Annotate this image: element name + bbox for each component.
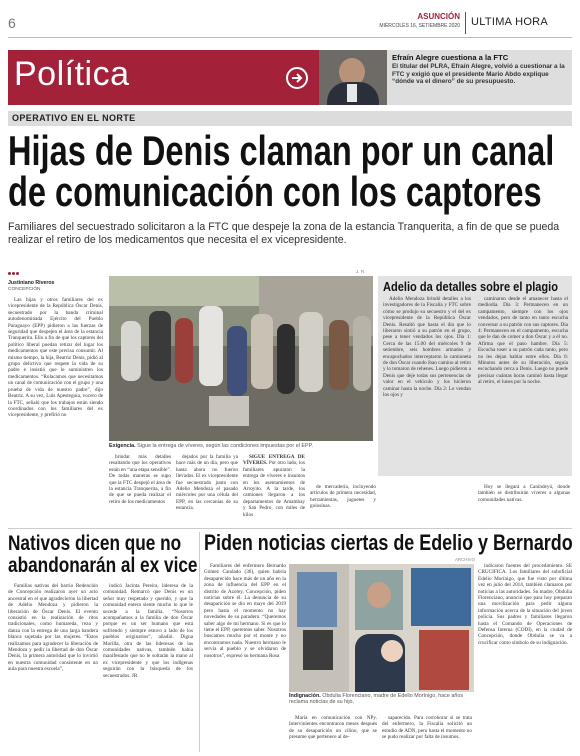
article-col3 [176, 454, 238, 526]
page-number: 6 [8, 15, 16, 31]
article2-col2-text: indicó Jacinta Pereira, lideresa de la comunidad. Remarcó que Denis es un señor muy respetado y querido, y que la comunidad entera siente mucho lo que le sucede a la familia. “Nosotros acompañamos a la familia de don Óscar porque es un ser humano que está sufriendo y siempre estuvo a lado de los pueblos originarios”, añadió. Digna Morilla, otra de las lideresas de las comunidades nativas, también había manifestado que no le soltarán la mano al ex vicepresidente y que los indígenas seguirán con la búsqueda de los secuestrados. JR [103, 583, 193, 679]
article3-bottom-a [289, 715, 377, 753]
sidebar-bottom-a [310, 484, 376, 526]
teaser-body: El titular del PLRA, Efraín Alegre, volvió a cuestionar a la FTC y exigió que el presidente Mario Abdo explique “dónde va el dinero” de su presupuesto. [392, 63, 565, 86]
teaser-photo [319, 50, 387, 105]
article2-headline-1: Nativos dicen que no [8, 532, 182, 555]
article3-col1 [204, 563, 286, 685]
photo-credit: J. R. [356, 269, 366, 274]
article-col3-text: dejados por la familia ya hace más de un día, pero que hasta ahora no fueron llevados. El ex vicepresidente fue secuestrado junto con Adelio Mendoza el pasado miércoles por una célula del EPP, en las cercanías de su estancia. [176, 454, 238, 512]
sidebar-col-b [478, 296, 568, 474]
sidebar-col-b-text: caminaron desde el amanecer hasta el mediodía. Día 3: Permanecen en un campamento, siempre con los ojos vendados, pero de tanto en tanto escucha conversar a su patrón con sus captores. Día 4: Permanecen en el campamento, escucha que le dan de comer a don Óscar y a él no. Afirma que el paso hambre. Día 5: Escucha toser a su patrón cada tanto, pero no les dejan hablar entre ellos. Día 6: Minutos antes de su liberación, seguía escuchando cerca a Denis. Luego no puede precisar cuántas horas caminó hasta llegar al retiro, el lunes por la noche. [478, 296, 568, 386]
header-date: MIÉRCOLES 16, SETIEMBRE 2020 [379, 23, 460, 29]
sidebar-bottom-b [478, 484, 570, 526]
article3-caption [289, 693, 474, 706]
arrow-right-icon[interactable] [286, 67, 308, 89]
byline-name: Justiniano Riveros [8, 280, 55, 286]
sidebar-title: Adelio da detalles sobre el plagio [383, 279, 559, 294]
politica-label: Política [14, 55, 130, 93]
article3-headline: Piden noticias ciertas de Edelio y Bernardo [204, 530, 573, 555]
photo-caption [109, 443, 373, 449]
article3-col1-text: Familiares del enfermero Bernardo Gómez Candado (36), quien habría desaparecido hace más de un año en la zona de influencia del EPP en el distrito de Azotey, Concepción, piden noticias sobre él. La denuncia de su desaparición se dio en mayo del 2019 pero hasta el momento no hay novedades de su paradero. “Queremos saber algo de mi hermano. Si es que lo tiene el EPP, queremos saber. Nosotros buscamos mucho por el monte y no encontramos nada. Nuestro hermano le servía al pueblo y se olvidaron de nosotros”, expresó su hermana Rosa [204, 563, 286, 659]
sidebar-bottom-a-text: de mercadería, incluyendo artículos de primera necesidad, herramientas, juguetes y golosinas. [310, 484, 376, 510]
article-col4-text: Por otro lado, los familiares apuraron la entrega de víveres e insumos en los asentamientos de Arroyito. A la tarde, los camiones llegaron a los departamentos de Amambay y San Pedro, con miles de kilos [243, 460, 305, 518]
article3-caption-bold: Indignación. [289, 693, 321, 699]
kicker-label: OPERATIVO EN EL NORTE [12, 113, 136, 123]
article-col2 [109, 454, 171, 526]
article3-photo-credit: ARCHIVO [455, 557, 476, 562]
photo-caption-bold: Exigencia. [109, 443, 136, 449]
headline-line2: de comunicación con los captores [8, 168, 542, 215]
main-photo [109, 276, 373, 441]
deck: Familiares del secuestrado solicitaron a la FTC que despeje la zona de la estancia Tranquerita, a fin de que se pueda realizar el retiro de los medicamentos que necesita el ex vicepresidente. [8, 221, 560, 246]
article-col2-text: brindar más detalles resaltando que los operativos están en “una etapa sensible”. De todas maneras se supo que la FTC despejó el área de la estancia Tranquerita, a fin de que se pueda realizar el retiro de los medicamentos [109, 454, 171, 505]
article2-col1 [8, 583, 98, 751]
article3-bottom-a-text: María en comunicación con NPy. Intervinientes encontraron meses después de su desaparición un cilino, que se presume que pertenece al de- [289, 715, 377, 741]
paper-name: ASUNCIÓN [417, 12, 460, 21]
article2-headline-2: abandonarán al ex vice [8, 554, 198, 577]
byline-dots [8, 272, 22, 276]
article2-col1-text: Familias nativas del barrio Redención de Concepción realizaron ayer un acto ancestral en el que agradecieron la libertad de Adelio Mendoza y pidieron la liberación de Óscar Denis. El evento consistió en la realización de ritos tradicionales, como humareda, rezo y danza con la entrega de una larga bandera blanca sujetada por las mujeres. “Estos realizamos para agradecer la liberación de Mendoza y pedir la libertad de don Óscar Denis, la primera autoridad que lo invirtió en nuestra comunidad consistente en un aula para nuestra escuela”, [8, 583, 98, 673]
article-col4 [243, 454, 305, 526]
teaser-title[interactable]: Efraín Alegre cuestiona a la FTC [392, 53, 509, 62]
article-col1-text: Las hijas y otros familiares del ex vicepresidente de la República Óscar Denis, secuestrado por la banda criminal autodenominada Ejército del Pueblo Paraguayo (EPP) pidieron a las fuerzas de seguridad que despejen el área de la estancia Tranquerita. Ello a fin de que los captores del político liberal puedan retirar del lugar los medicamentos que este precisa consumir. Al mismo tiempo, la hija, Beatriz Denis, pidió al grupo delictivo que respete la vida de su padre e insistió que le suministren los medicamentos. “Rolacamos que necesitamos un canal de comunicación con el grupo y una prueba de vida de nuestro padre”, dijo Beatriz. A su vez, Luis Apesteguía, vocero de la FTC, señaló que los trabajos están siendo coordinados con los familiares del ex vicepresidente, y prefirió no [8, 297, 103, 419]
byline-place: CONCEPCIÓN [8, 287, 41, 292]
header-rule [8, 37, 572, 38]
article3-col-right [478, 563, 572, 753]
article-col4-head: SIGUE ENTREGA DE VÍVERES. [243, 454, 305, 467]
article3-caption-text: Obdulia Florenciano, madre de Edelio Morínigo, hace años reclama noticias de su hijo. [289, 693, 464, 706]
photo-caption-text: Sigue la entrega de víveres, según las condiciones impuestas por el EPP. [137, 443, 313, 449]
article2-col2 [103, 583, 193, 751]
article3-col-right-text: indicaron fuentes del procedimiento. SE CRUCIFICA. Los familiares del suboficial Edelio Morínigo, que fue visto por última vez en julio del 2014, también clamaron por noticias a las autoridades. Su madre, Obdulia Florenciano, anunció que para hoy preparan una movilización para pedir alguna información acerca de la situación del joven policía. Sus padres y familiares llegaron hasta el Comando de Operaciones de Defensa Interna (CODI), en la ciudad de Concepción, donde Obdulia se va a crucificar como símbolo de su indignación. [478, 563, 572, 646]
sidebar-col-a-text: Adelio Mendoza brindó detalles a los investigadores de la Fiscalía y FTC sobre cómo se produjo su secuestro y el del ex vicepresidente de la República Óscar Denis. Resaltó que hasta el día que lo liberaron sintió a su patrón en el grupo, pese a tener vendados los ojos. Día 1: Cerca de las 15.00 del miércoles 9 de setiembre, seis hombres armados y encapuchados interceptaron la camioneta de don Óscar cuando iban camino al retiro y lo tomaron de rehenes. Luego pidieron a Denis que deje todas sus pertenencias de valor en el vehículo y los hicieron caminar hasta la noche. Día 2: Le vendan los ojos y [383, 296, 471, 399]
article3-bottom-b-text: saparecido. Para corroborar si se trata del enfermero, la Fiscalía solicitó un estudio de ADN, pero hasta el momento no se pudo realizar por falta de insumos. [382, 715, 472, 741]
section-rule [8, 528, 572, 529]
article3-bottom-b [382, 715, 472, 753]
column-divider [199, 532, 200, 752]
sidebar-bottom-b-text: Hoy se llegará a Caníndeyú, donde también se distribuirán víveres a algunas comunidades nativas. [478, 484, 570, 503]
headline-line1: Hijas de Denis claman por un canal [8, 127, 555, 174]
sidebar-col-a [383, 296, 471, 474]
article3-photo [289, 564, 474, 692]
header-divider [465, 12, 466, 34]
header-section: ULTIMA HORA [471, 16, 549, 28]
article-col1 [8, 297, 103, 525]
